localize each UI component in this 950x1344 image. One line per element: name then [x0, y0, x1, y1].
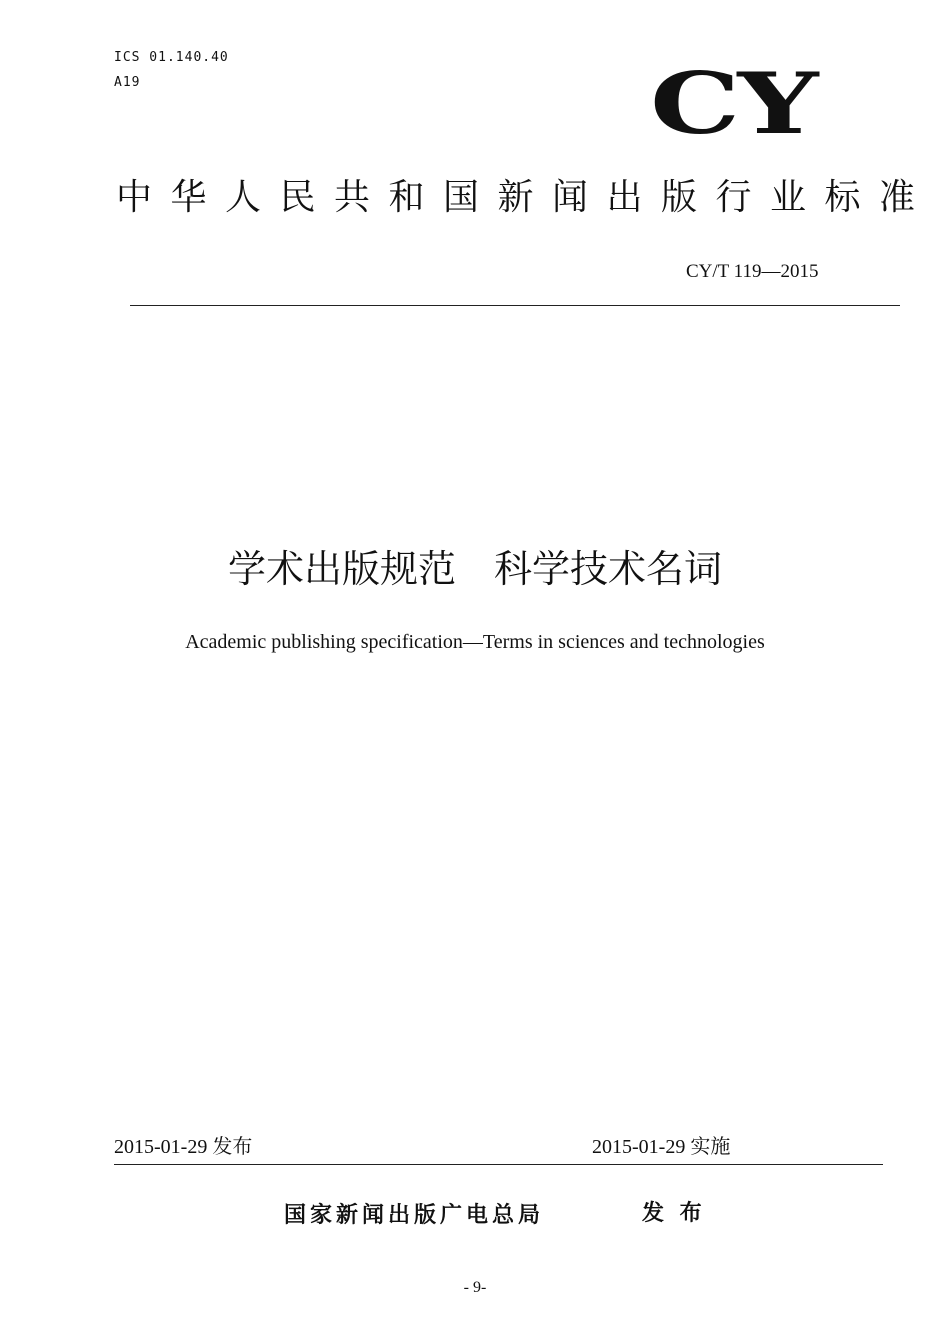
cy-logo: CY [650, 54, 816, 153]
standard-category-title: 中华人民共和国新闻出版行业标准 [116, 177, 934, 218]
document-title-zh: 学术出版规范 科学技术名词 [227, 547, 722, 591]
publisher-name: 国家新闻出版广电总局 [284, 1203, 545, 1228]
ics-code: ICS 01.140.40 [114, 50, 229, 65]
issue-date: 2015-01-29 发布 [114, 1136, 253, 1158]
publisher-action: 发 布 [642, 1201, 706, 1226]
header-rule [130, 305, 900, 306]
page-number: - 9- [463, 1279, 487, 1296]
standard-number: CY/T 119—2015 [686, 261, 819, 282]
classification-code: A19 [114, 75, 141, 90]
footer-rule [114, 1164, 883, 1165]
document-title-en: Academic publishing specification—Terms in sciences and technologies [185, 631, 765, 653]
effective-date: 2015-01-29 实施 [592, 1136, 731, 1158]
